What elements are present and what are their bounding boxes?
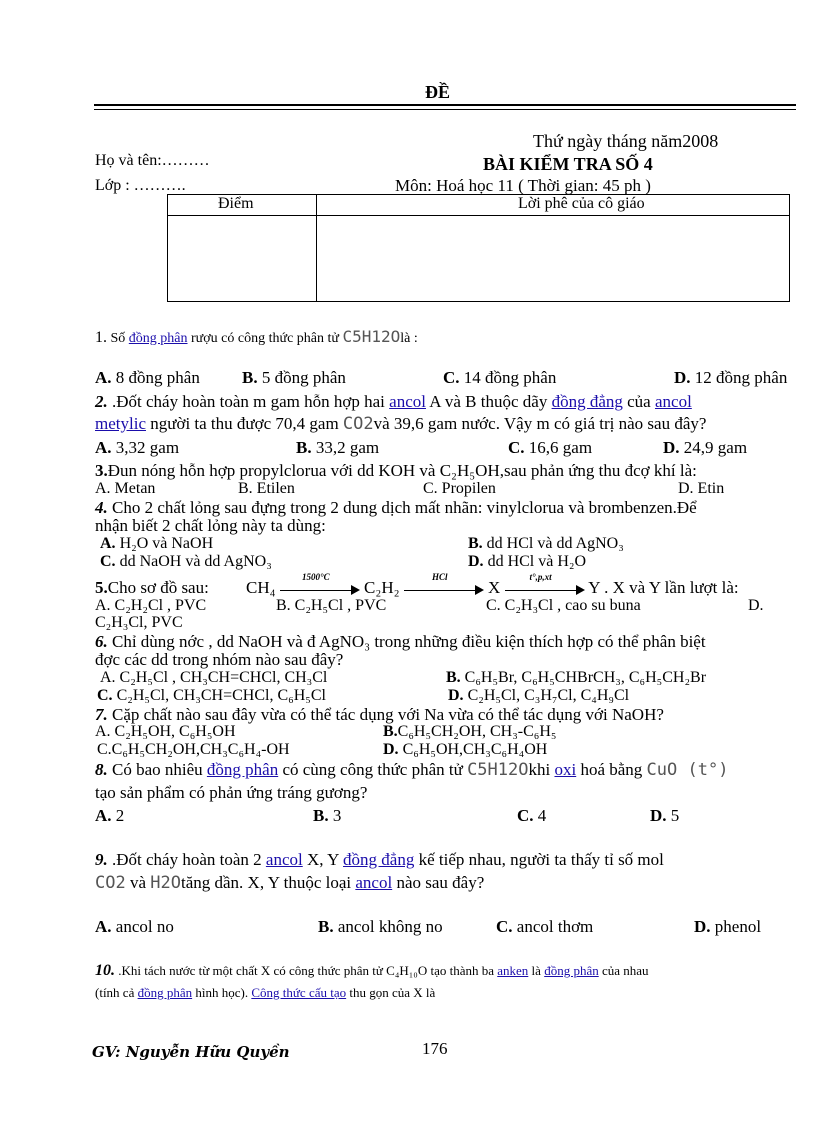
question-9-line2: CO2 và H2Otăng dần. X, Y thuộc loại ancol nào sau đây? (95, 873, 485, 893)
link-ancol[interactable]: ancol (265, 850, 303, 869)
q9-option-d: D. phenol (694, 917, 762, 936)
q2-option-c: C. 16,6 gam (508, 438, 593, 457)
question-8: 8. Có bao nhiêu đồng phân có cùng công thức phân tử C5H12Okhi oxi hoá bằng CuO (t°) (95, 760, 729, 780)
question-4: 4. Cho 2 chất lỏng sau đựng trong 2 dung dịch mất nhãn: vinylclorua và brombenzen.Để (95, 498, 697, 517)
comment-column-header: Lời phê của cô giáo (518, 195, 645, 212)
link-dong-dang[interactable]: đồng đẳng (551, 392, 623, 411)
q9-option-b: B. ancol không no (318, 917, 443, 936)
formula-image: CO2 (95, 873, 126, 893)
question-number: 3. (95, 461, 108, 480)
q4-option-d: D. dd HCl và H₂O (468, 553, 587, 570)
question-8-line2: tạo sản phẩm có phản ứng tráng gương? (95, 783, 368, 802)
question-4-line2: nhận biết 2 chất lỏng này ta dùng: (95, 516, 326, 535)
q8-option-c: C. 4 (517, 806, 547, 825)
formula-image: H2O (150, 873, 181, 893)
q1-option-a: A. 8 đồng phân (95, 368, 200, 387)
q7-option-a: A. C₂H₅OH, C₆H₅OH (95, 723, 236, 740)
formula-image: C5H12O (467, 760, 529, 780)
question-10-line2: (tính cả đồng phân hình học). Công thức cấu tạo thu gọn của X là (95, 985, 436, 1000)
q2-option-d: D. 24,9 gam (663, 438, 748, 457)
q7-option-c: C.C₆H₅CH₂OH,CH₃C₆H₄-OH (97, 741, 290, 758)
q1-option-b: B. 5 đồng phân (242, 368, 346, 387)
q9-option-a: A. ancol no (95, 917, 174, 936)
q5-option-d-label: D. (748, 597, 764, 614)
question-number: 8. (95, 760, 108, 779)
header-rule-bottom (94, 109, 796, 110)
name-label: Họ và tên:……… (95, 152, 210, 169)
question-number: 2. (95, 392, 108, 411)
grade-column-header: Điểm (218, 195, 254, 212)
q2-option-a: A. 3,32 gam (95, 438, 180, 457)
question-10: 10. .Khi tách nước từ một chất X có công thức phân tử C₄H₁₀O tạo thành ba anken là đồng phân của nhau (95, 962, 649, 979)
arrow-icon: HCl (404, 583, 484, 595)
q6-option-c: C. C₂H₅Cl, CH₃CH=CHCl, C₆H₅Cl (97, 687, 326, 704)
date-line: Thứ ngày tháng năm2008 (533, 131, 719, 151)
arrow-icon: 1500°C (280, 583, 360, 595)
q5-option-c: C. C₂H₃Cl , cao su buna (486, 597, 641, 614)
formula-image: CO2 (342, 414, 374, 434)
q3-option-c: C. Propilen (423, 480, 496, 497)
grade-table-divider (316, 195, 317, 301)
q5-option-d: C₂H₃Cl, PVC (95, 614, 183, 631)
question-6-line2: đợc các dd trong nhóm nào sau đây? (95, 650, 344, 669)
formula-image: CuO (t°) (646, 760, 729, 780)
link-metylic[interactable]: metylic (95, 414, 146, 433)
link-ancol[interactable]: ancol (389, 392, 426, 411)
link-dong-dang[interactable]: đồng đẳng (343, 850, 415, 869)
arrow-icon: t°,p,xt (505, 583, 585, 595)
subject-line: Môn: Hoá học 11 ( Thời gian: 45 ph ) (395, 176, 651, 195)
question-number: 9. (95, 850, 108, 869)
test-title: BÀI KIỂM TRA SỐ 4 (483, 154, 653, 174)
header-rule-top (94, 104, 796, 106)
link-oxi[interactable]: oxi (554, 760, 577, 779)
q4-option-a: A. H₂O và NaOH (100, 535, 214, 552)
question-number: 4. (95, 498, 108, 517)
q6-option-a: A. C₂H₅Cl , CH₃CH=CHCl, CH₃Cl (100, 669, 328, 686)
question-7: 7. Cặp chất nào sau đây vừa có thể tác dụng với Na vừa có thể tác dụng với NaOH? (95, 705, 664, 724)
link-dong-phan[interactable]: đồng phân (544, 963, 599, 978)
question-number: 7. (95, 705, 108, 724)
q8-option-a: A. 2 (95, 806, 125, 825)
q8-option-b: B. 3 (313, 806, 342, 825)
q1-option-d: D. 12 đồng phân (674, 368, 788, 387)
document-title: ĐỀ (425, 82, 451, 102)
grade-table-header (168, 195, 789, 216)
teacher-signature: GV: Nguyễn Hữu Quyền (92, 1043, 290, 1061)
link-dong-phan[interactable]: đồng phân (128, 331, 188, 346)
q8-option-d: D. 5 (650, 806, 680, 825)
link-dong-phan[interactable]: đồng phân (206, 760, 279, 779)
q3-option-b: B. Etilen (238, 480, 295, 497)
formula-image: C5H12O (342, 327, 401, 346)
q7-option-d: D. C₆H₅OH,CH₃C₆H₄OH (383, 741, 548, 758)
q7-option-b: B.C₆H₅CH₂OH, CH₃-C₆H₅ (383, 723, 557, 740)
link-ancol[interactable]: ancol (355, 873, 393, 892)
link-anken[interactable]: anken (497, 963, 529, 978)
link-ancol[interactable]: ancol (654, 392, 692, 411)
q6-option-b: B. C₆H₅Br, C₆H₅CHBrCH₃, C₆H₅CH₂Br (446, 669, 707, 686)
question-3: 3.Đun nóng hỗn hợp propylclorua với dd KOH và C₂H₅OH,sau phản ứng thu đcợ khí là: (95, 461, 697, 480)
q4-option-b: B. dd HCl và dd AgNO₃ (468, 535, 624, 552)
question-9: 9. .Đốt cháy hoàn toàn 2 ancol X, Y đồng đẳng kế tiếp nhau, người ta thấy tỉ số mol (95, 850, 664, 869)
q1-option-c: C. 14 đồng phân (443, 368, 557, 387)
question-6: 6. Chỉ dùng nớc , dd NaOH và đ AgNO₃ trong những điều kiện thích hợp có thể phân biệt (95, 632, 706, 651)
q3-option-d: D. Etin (678, 480, 725, 497)
question-2-line2: metylic người ta thu được 70,4 gam CO2và 39,6 gam nước. Vậy m có giá trị nào sau đây? (95, 414, 707, 434)
question-1: 1. Số đồng phân rượu có công thức phân tử C5H12Olà : (95, 327, 418, 346)
question-5: 5.Cho sơ đồ sau: (95, 578, 209, 597)
class-label: Lớp : ………. (95, 177, 186, 194)
q5-option-b: B. C₂H₅Cl , PVC (276, 597, 387, 614)
question-number: 6. (95, 632, 108, 651)
q6-option-d: D. C₂H₅Cl, C₃H₇Cl, C₄H₉Cl (448, 687, 630, 704)
grade-table (167, 194, 790, 302)
q9-option-c: C. ancol thơm (496, 917, 594, 936)
question-number: 5. (95, 578, 108, 597)
link-dong-phan[interactable]: đồng phân (137, 985, 193, 1000)
q2-option-b: B. 33,2 gam (296, 438, 380, 457)
q5-option-a: A. C₂H₂Cl , PVC (95, 597, 207, 614)
reaction-scheme: CH₄ 1500°C C₂H₂ HCl X t°,p,xt Y . X và Y lần lượt là: (246, 572, 739, 597)
page-number: 176 (422, 1039, 448, 1058)
question-number: 1. (95, 329, 107, 346)
question-2: 2. .Đốt cháy hoàn toàn m gam hỗn hợp hai ancol A và B thuộc dãy đồng đẳng của ancol (95, 392, 692, 411)
link-cong-thuc-cau-tao[interactable]: Công thức cấu tạo (251, 985, 347, 1000)
q3-option-a: A. Metan (95, 480, 156, 497)
question-number: 10. (95, 962, 115, 979)
q4-option-c: C. dd NaOH và dd AgNO₃ (100, 553, 272, 570)
